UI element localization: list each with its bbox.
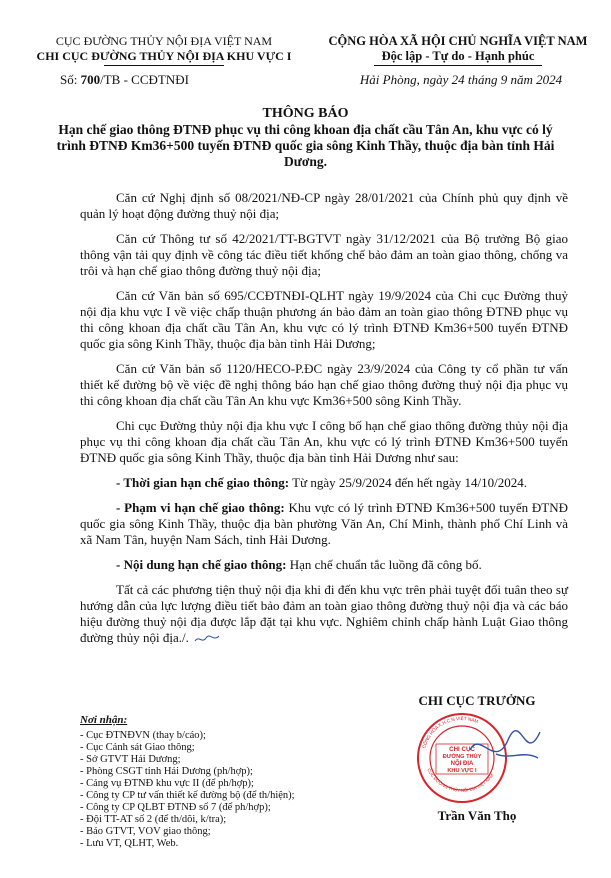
initial-mark-icon bbox=[193, 633, 221, 645]
list-item: - Đội TT-AT số 2 (để th/dõi, k/tra); bbox=[80, 814, 227, 825]
signer-name: Trần Văn Thọ bbox=[437, 808, 517, 823]
document-number bbox=[60, 72, 189, 88]
paragraph: Căn cứ Nghị định số 08/2021/NĐ-CP ngày 28/01/2021 của Chính phủ quy định về quản lý hoạt động đường thuỷ nội địa; bbox=[80, 190, 568, 221]
national-header bbox=[318, 34, 598, 66]
place-date: Hải Phòng, ngày 24 tháng 9 năm 2024 bbox=[359, 72, 563, 87]
list-item: - Lưu VT, QLHT, Web. bbox=[80, 838, 179, 849]
paragraph: Căn cứ Văn bản số 1120/HECO-P.ĐC ngày 23/9/2024 của Công ty cổ phần tư vấn thiết kế đường bộ về việc đề nghị thông báo hạn chế giao thông đường thuỷ nội địa phục vụ thi công khoan địa chất cầu Tân An khu vực Km36+500 sông Kinh Thầy. bbox=[80, 361, 568, 408]
agency-underline bbox=[104, 65, 224, 66]
paragraph: Căn cứ Thông tư số 42/2021/TT-BGTVT ngày 31/12/2021 của Bộ trưởng Bộ giao thông vận tải quy định về công tác điều tiết khống chế bảo đảm an toàn giao thông, chống va trôi và hạn chế giao thông đường thuỷ nội địa; bbox=[80, 231, 568, 278]
motto-underline bbox=[374, 65, 542, 66]
list-item: - Cục Cảnh sát Giao thông; bbox=[80, 742, 195, 753]
item-content bbox=[80, 557, 568, 573]
svg-text:KHU VỰC I: KHU VỰC I bbox=[447, 768, 477, 774]
item-text: Hạn chế chuẩn tắc luồng đã công bố. bbox=[286, 557, 482, 572]
parent-agency: CỤC ĐƯỜNG THỦY NỘI ĐỊA VIỆT NAM bbox=[55, 34, 273, 48]
document-title: THÔNG BÁO bbox=[262, 106, 349, 121]
national-motto: Độc lập - Tự do - Hạnh phúc bbox=[381, 49, 535, 63]
item-text: Khu vực có lý trình ĐTNĐ Km36+500 tuyến ĐTNĐ quốc gia sông Kinh Thầy, thuộc địa bàn phường Văn An, Chí Minh, thành phố Chí Linh và xã Nam Tân, huyện Nam Sách, tỉnh Hải Dương. bbox=[80, 500, 568, 547]
recipients-list bbox=[80, 730, 390, 850]
issuing-sub-agency: CHI CỤC ĐƯỜNG THỦY NỘI ĐỊA KHU VỰC I bbox=[36, 49, 292, 63]
closing-paragraph bbox=[80, 582, 568, 646]
list-item: - Công ty CP tư vấn thiết kế đường bộ (để th/hiện); bbox=[80, 790, 295, 801]
signatory-title: CHI CỤC TRƯỞNG bbox=[418, 693, 536, 708]
svg-text:ĐƯỜNG THỦY: ĐƯỜNG THỦY bbox=[442, 754, 482, 760]
doc-number-prefix: Số: bbox=[60, 72, 81, 87]
item-label: - Phạm vi hạn chế giao thông: bbox=[116, 500, 285, 515]
list-item: - Cục ĐTNĐVN (thay b/cáo); bbox=[80, 730, 206, 741]
list-item: - Báo GTVT, VOV giao thông; bbox=[80, 826, 211, 837]
document-subject: Hạn chế giao thông ĐTNĐ phục vụ thi công khoan địa chất cầu Tân An, khu vực có lý trình ĐTNĐ Km36+500 tuyến ĐTNĐ quốc gia sông Kinh Thầy, thuộc địa bàn tỉnh Hải Dương. bbox=[56, 122, 555, 169]
issuing-agency bbox=[14, 34, 314, 66]
paragraph: Căn cứ Văn bản số 695/CCĐTNĐI-QLHT ngày 19/9/2024 của Chi cục Đường thuỷ nội địa khu vực I về việc chấp thuận phương án bảo đảm an toàn giao thông ĐTNĐ phục vụ thi công khoan địa chất cầu Tân An, khu vực có lý trình ĐTNĐ Km36+500 tuyến ĐTNĐ quốc gia sông Kinh Thầy, thuộc địa bàn tỉnh Hải Dương; bbox=[80, 288, 568, 351]
closing-text: Tất cả các phương tiện thuỷ nội địa khi đi đến khu vực trên phải tuyệt đối tuân theo sự hướng dẫn của lực lượng điều tiết bảo đảm an toàn giao thông đường thuỷ nội địa và các báo hiệu đường thuỷ nội địa được lắp đặt tại khu vực. Nghiêm chỉnh chấp hành Luật Giao thông đường thủy nội địa./. bbox=[80, 582, 568, 645]
item-label: - Thời gian hạn chế giao thông: bbox=[116, 475, 290, 490]
doc-number-suffix: /TB - CCĐTNĐI bbox=[100, 72, 189, 87]
item-scope bbox=[80, 500, 568, 548]
item-label: - Nội dung hạn chế giao thông: bbox=[116, 557, 287, 572]
recipients-label: Nơi nhận: bbox=[80, 714, 128, 726]
list-item: - Cảng vụ ĐTNĐ khu vực II (để ph/hợp); bbox=[80, 778, 254, 789]
nation-name: CỘNG HÒA XÃ HỘI CHỦ NGHĨA VIỆT NAM bbox=[328, 34, 588, 48]
list-item: - Phòng CSGT tỉnh Hải Dương (ph/hợp); bbox=[80, 766, 253, 777]
svg-text:CỘNG HÒA X.H.C.N VIỆT NAM: CỘNG HÒA X.H.C.N VIỆT NAM bbox=[421, 715, 479, 749]
paragraph: Chi cục Đường thủy nội địa khu vực I công bố hạn chế giao thông đường thủy nội địa phục vụ thi công khoan địa chất cầu Tân An, khu vực có lý trình ĐTNĐ Km36+500 tuyến ĐTNĐ quốc gia sông Kinh Thầy, thuộc địa bàn tỉnh Hải Dương như sau: bbox=[80, 418, 568, 465]
item-text: Từ ngày 25/9/2024 đến hết ngày 14/10/2024. bbox=[289, 475, 528, 490]
svg-text:CHI CỤC: CHI CỤC bbox=[449, 746, 475, 753]
official-seal-icon bbox=[400, 710, 560, 805]
doc-number-value: 700 bbox=[80, 72, 101, 87]
signature-area bbox=[400, 710, 560, 805]
document-body bbox=[80, 190, 568, 655]
svg-text:NỘI ĐỊA: NỘI ĐỊA bbox=[450, 761, 474, 767]
list-item: - Sở GTVT Hải Dương; bbox=[80, 754, 181, 765]
svg-text:CỤC ĐƯỜNG THỦY NỘI ĐỊA VIỆT NA: CỤC ĐƯỜNG THỦY NỘI ĐỊA VIỆT NAM bbox=[426, 767, 495, 793]
item-time bbox=[80, 475, 568, 491]
recipients-block bbox=[80, 714, 390, 850]
list-item: - Công ty CP QLBT ĐTNĐ số 7 (để ph/hợp); bbox=[80, 802, 271, 813]
